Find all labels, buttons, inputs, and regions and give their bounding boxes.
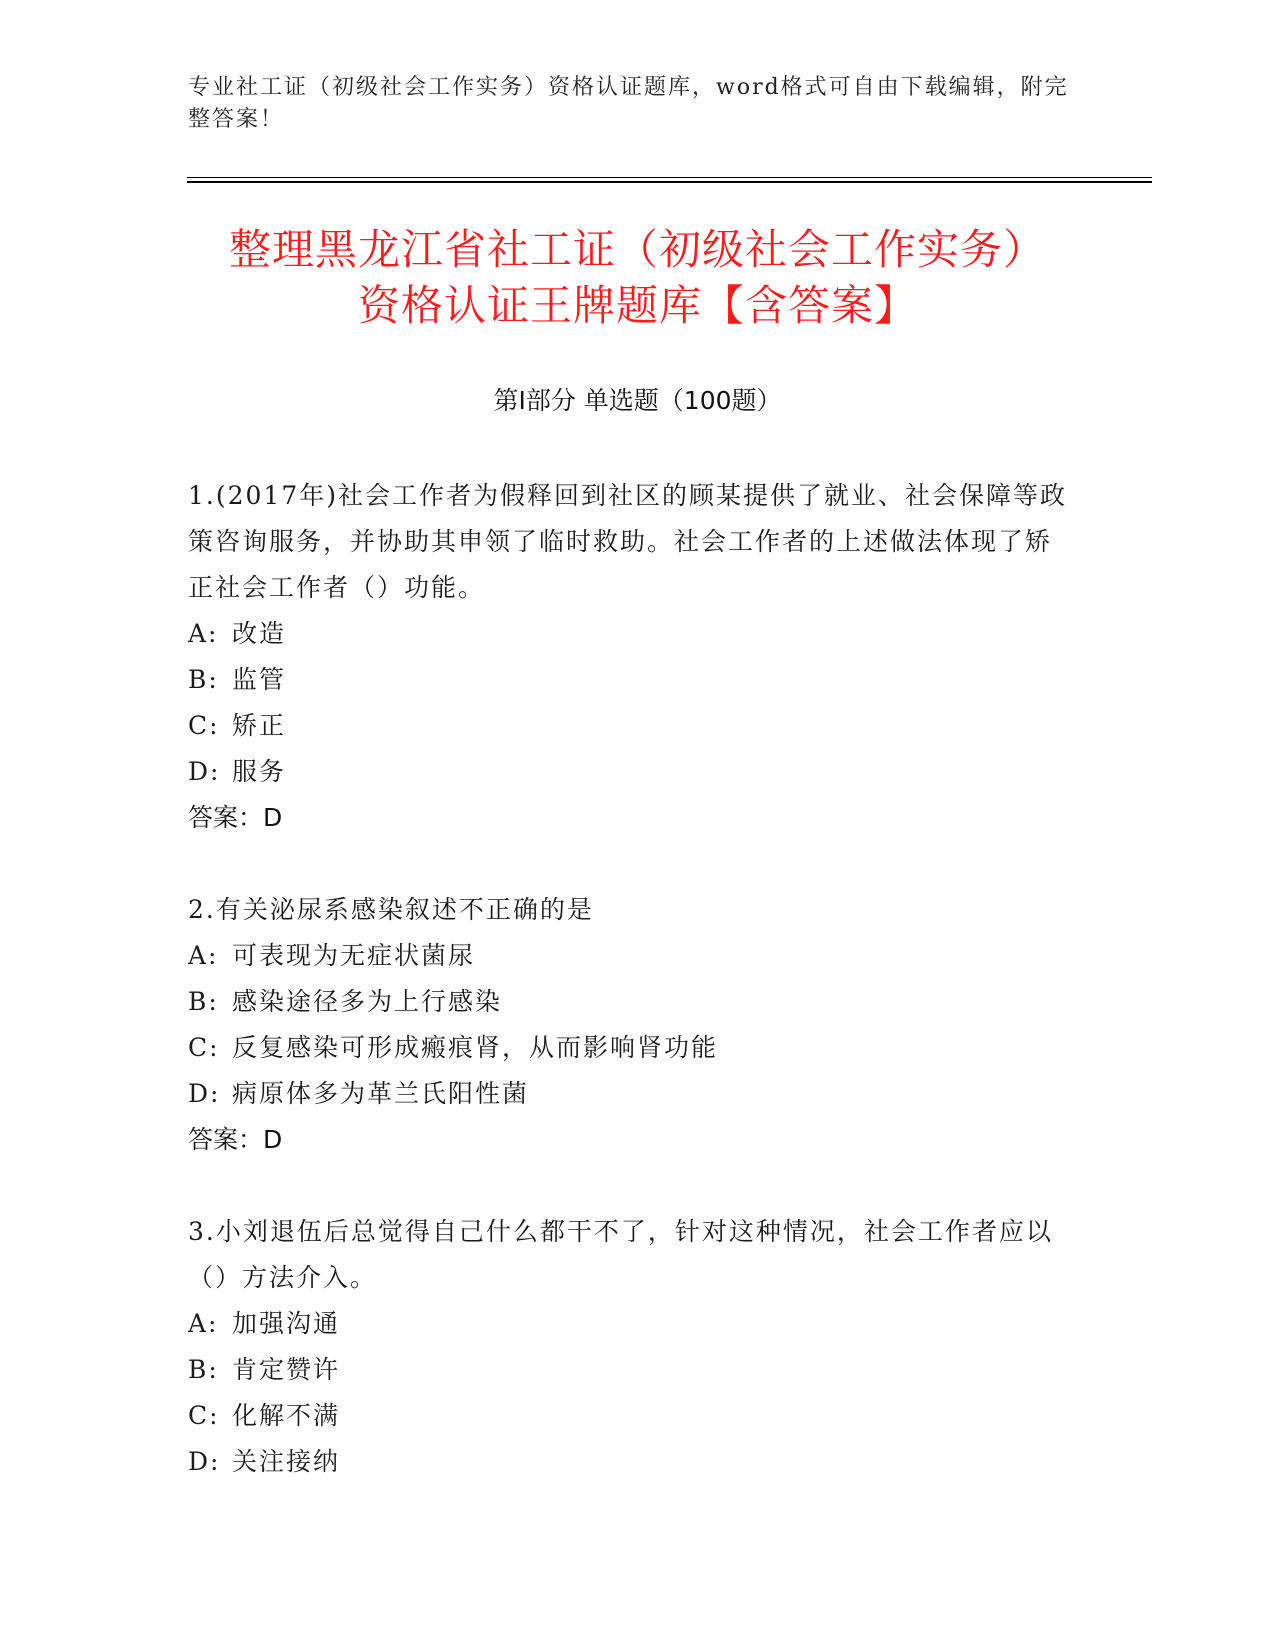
answer: 答案：D bbox=[188, 803, 283, 832]
option-a bbox=[188, 933, 1068, 979]
document-title-line-2: 资格认证王牌题库【含答案】 bbox=[357, 281, 917, 330]
question-1 bbox=[188, 473, 1068, 841]
option-letter: C: bbox=[188, 1401, 220, 1430]
option-text: 关注接纳 bbox=[232, 1447, 341, 1476]
option-text: 化解不满 bbox=[232, 1401, 341, 1430]
option-text: 矫正 bbox=[232, 711, 287, 740]
answer: 答案：D bbox=[188, 1125, 283, 1154]
option-d bbox=[188, 1071, 1068, 1117]
question-list bbox=[188, 473, 1068, 1531]
option-letter: B: bbox=[188, 987, 219, 1016]
option-text: 肯定赞许 bbox=[232, 1355, 341, 1384]
question-3 bbox=[188, 1209, 1068, 1485]
header-note: 专业社工证（初级社会工作实务）资格认证题库，word格式可自由下载编辑，附完整答案！ bbox=[188, 75, 1069, 132]
option-c bbox=[188, 1393, 1068, 1439]
question-stem: 2.有关泌尿系感染叙述不正确的是 bbox=[188, 895, 594, 924]
option-letter: D: bbox=[188, 757, 221, 786]
option-c bbox=[188, 703, 1068, 749]
option-a bbox=[188, 611, 1068, 657]
option-letter: C: bbox=[188, 711, 220, 740]
document-title bbox=[0, 222, 1275, 334]
option-a bbox=[188, 1301, 1068, 1347]
option-d bbox=[188, 1439, 1068, 1485]
header-rule-thick bbox=[187, 181, 1152, 183]
option-text: 反复感染可形成瘢痕肾，从而影响肾功能 bbox=[232, 1033, 719, 1062]
option-text: 监管 bbox=[232, 665, 287, 694]
option-b bbox=[188, 1347, 1068, 1393]
option-text: 病原体多为革兰氏阳性菌 bbox=[232, 1079, 530, 1108]
header-rule-thin bbox=[187, 177, 1152, 178]
option-b bbox=[188, 657, 1068, 703]
option-letter: D: bbox=[188, 1447, 221, 1476]
option-text: 加强沟通 bbox=[232, 1309, 341, 1338]
option-text: 改造 bbox=[232, 619, 287, 648]
option-c bbox=[188, 1025, 1068, 1071]
option-b bbox=[188, 979, 1068, 1025]
document-title-line-1: 整理黑龙江省社工证（初级社会工作实务） bbox=[228, 225, 1046, 274]
option-letter: B: bbox=[188, 1355, 219, 1384]
option-letter: A: bbox=[188, 941, 219, 970]
question-2 bbox=[188, 887, 1068, 1163]
option-text: 感染途径多为上行感染 bbox=[232, 987, 503, 1016]
question-stem: 1.(2017年)社会工作者为假释回到社区的顾某提供了就业、社会保障等政策咨询服务，并协助其申领了临时救助。社会工作者的上述做法体现了矫正社会工作者（）功能。 bbox=[188, 481, 1067, 602]
option-letter: B: bbox=[188, 665, 219, 694]
question-stem: 3.小刘退伍后总觉得自己什么都干不了，针对这种情况，社会工作者应以（）方法介入。 bbox=[188, 1217, 1053, 1292]
option-letter: A: bbox=[188, 1309, 219, 1338]
section-title: 第I部分 单选题（100题） bbox=[493, 386, 782, 415]
option-letter: A: bbox=[188, 619, 219, 648]
option-d bbox=[188, 749, 1068, 795]
option-letter: D: bbox=[188, 1079, 221, 1108]
option-letter: C: bbox=[188, 1033, 220, 1062]
option-text: 可表现为无症状菌尿 bbox=[232, 941, 476, 970]
option-text: 服务 bbox=[232, 757, 287, 786]
